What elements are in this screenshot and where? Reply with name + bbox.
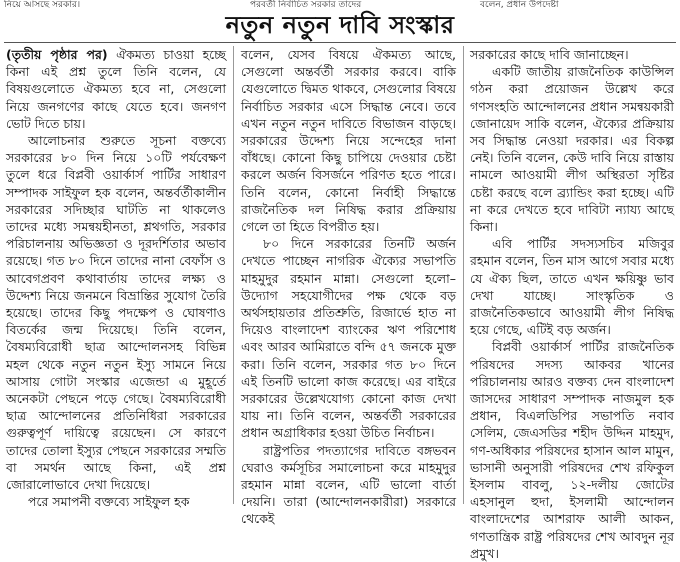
paragraph: বিপ্লবী ওয়ার্কার্স পার্টির রাজনৈতিক পরিষদের সদস্য আকবর খানের পরিচালনায় আরও বক্তব্য দেন বাংলাদেশ জাসদের সাধারণ সম্পাদক নাজমুল হক প্রধান, বিএলডিপির সভাপতি নবাব সেলিম, জেএসডির শহীদ উদ্দিন মাহমুদ, গণ-অধিকার পরিষদের হাসান আল মামুন, ভাসানী অনুসারী পরিষদের শেখ রফিকুল ইসলাম বাবলু, ১২-দলীয় জোটের এহসানুল হুদা, ইসলামী আন্দোলন বাংলাদেশের আশরাফ আলী আকন, গণতান্ত্রিক রাষ্ট্র পরিষদের শেখ আবদুন নূর প্রমুখ। xyxy=(470,339,674,561)
paragraph-text: ঐকমত্য চাওয়া হচ্ছে কিনা এই প্রশ্ন তুলে তিনি বলেন, যে বিষয়গুলোতে ঐকমত্য হবে না, সেগুলো নিয়ে জনগণের কাছে যেতে হবে। জনগণ ভোট দিতে চায়। xyxy=(6,47,226,131)
article-column-1 xyxy=(6,46,226,510)
article-column-3 xyxy=(470,46,674,561)
top-strip-right: বলেন, প্রধান উপদেষ্টা xyxy=(480,0,559,10)
paragraph xyxy=(6,46,226,132)
paragraph: একটি জাতীয় রাজনৈতিক কাউন্সিল গঠন করা প্রয়োজন উল্লেখ করে গণসংহতি আন্দোলনের প্রধান সমন্বয়কারী জোনায়েদ সাকি বলেন, ঐক্যের প্রক্রিয়ায় সব সিদ্ধান্ত নেওয়া দরকার। এর বিকল্প নেই। তিনি বলেন, কেউ দাবি নিয়ে রাস্তায় নামলে আওয়ামী লীগ অস্থিরতা সৃষ্টির চেষ্টা করছে বলে ব্র্যান্ডিং করা হচ্ছে। এটি না করে দেখতে হবে দাবিটা ন্যায্য আছে কিনা। xyxy=(470,64,674,235)
column-divider xyxy=(233,46,234,504)
paragraph: রাষ্ট্রপতির পদত্যাগের দাবিতে বঙ্গভবন ঘেরাও কর্মসূচির সমালোচনা করে মাহমুদুর রহমান মান্না বলেন, এটি ভালো বার্তা দেয়নি। তারা (আন্দোলনকারীরা) সরকারে থেকেই xyxy=(241,442,456,527)
paragraph: আলোচনার শুরুতে সূচনা বক্তব্যে সরকারের ৮০ দিন নিয়ে ১০টি পর্যবেক্ষণ তুলে ধরে বিপ্লবী ওয়ার্কার্স পার্টির সাধারণ সম্পাদক সাইফুল হক বলেন, অন্তর্বর্তীকালীন সরকারের সদিচ্ছার ঘাটতি না থাকলেও তাদের মধ্যে সমন্বয়হীনতা, শ্লথগতি, সরকার পরিচালনায় অভিজ্ঞতা ও দূরদর্শিতার অভাব রয়েছে। গত ৮০ দিনে তাদের নানা বেফাঁস ও আবেগপ্রবণ কথাবার্তায় তাদের লক্ষ্য ও উদ্দেশ্য নিয়ে জনমনে বিভ্রান্তির সুযোগ তৈরি হয়েছে। তাদের কিছু পদক্ষেপ ও ঘোষণাও বিতর্কের জন্ম দিয়েছে। তিনি বলেন, বৈষম্যবিরোধী ছাত্র আন্দোলনসহ বিভিন্ন মহল থেকে নতুন নতুন ইস্যু সামনে নিয়ে আসায় গোটা সংস্কার এজেন্ডা এ মুহূর্তে অনেকটা পেছনে পড়ে গেছে। বৈষম্যবিরোধী ছাত্র আন্দোলনের প্রতিনিধিরা সরকারের গুরুত্বপূর্ণ দায়িত্বে রয়েছেন। সে কারণে তাদের তোলা ইস্যুর পেছনে সরকারের সম্মতি বা সমর্থন আছে কিনা, এই প্রশ্ন জোরালোভাবে দেখা দিয়েছে। xyxy=(6,133,226,493)
continuation-tag: (তৃতীয় পৃষ্ঠার পর) xyxy=(6,47,108,62)
paragraph: এবি পার্টির সদস্যসচিব মজিবুর রহমান বলেন, তিন মাস আগে সবার মধ্যে যে ঐক্য ছিল, তাতে এখন ক্ষয়িষ্ণু ভাব দেখা যাচ্ছে। সাংস্কৃতিক ও রাজনৈতিকভাবে আওয়ামী লীগ নিষিদ্ধ হয়ে গেছে, এটিই বড় অর্জন। xyxy=(470,236,674,338)
top-strip-left: নিয়ে আসছে সরকার। xyxy=(4,0,81,10)
article-column-2 xyxy=(241,46,456,527)
top-strip-middle: পরবর্তী নির্বাচিত সরকার তাদের xyxy=(250,0,362,10)
headline-rule xyxy=(4,42,676,43)
paragraph: বলেন, যেসব বিষয়ে ঐকমত্য আছে, সেগুলো অন্তর্বর্তী সরকার করবে। বাকি যেগুলোতে দ্বিমত থাকবে, সেগুলোর বিষয়ে নির্বাচিত সরকার এসে সিদ্ধান্ত নেবে। তবে এখন নতুন নতুন দাবিতে বিভাজন বাড়ছে। সরকারের উদ্দেশ্য নিয়ে সন্দেহের দানা বাঁধছে। কোনো কিছু চাপিয়ে দেওয়ার চেষ্টা করলে অর্জন বিসর্জনে পরিণত হতে পারে। তিনি বলেন, কোনো নির্বাহী সিদ্ধান্তে রাজনৈতিক দল নিষিদ্ধ করার প্রক্রিয়ায় গেলে তা হিতে বিপরীত হয়। xyxy=(241,47,456,235)
paragraph: সরকারের কাছে দাবি জানাচ্ছেন। xyxy=(470,47,629,62)
article-headline: নতুন নতুন দাবি সংস্কার xyxy=(225,11,455,39)
column-divider xyxy=(463,46,464,504)
paragraph: ৮০ দিনে সরকারের তিনটি অর্জন দেখতে পাচ্ছেন নাগরিক ঐক্যের সভাপতি মাহমুদুর রহমান মান্না। সেগুলো হলো– উদ্যোগ সহযোগীদের পক্ষ থেকে বড় অর্থসহায়তার প্রতিশ্রুতি, রিজার্ভে হাত না দিয়েও বাংলাদেশ ব্যাংকের ঋণ পরিশোধ এবং আরব আমিরাতে বন্দি ৫৭ জনকে মুক্ত করা। তিনি বলেন, সরকার গত ৮০ দিনে এই তিনটি ভালো কাজ করেছে। এর বাইরে সরকারের উল্লেখযোগ্য কোনো কাজ দেখা যায় না। তিনি বলেন, অন্তর্বর্তী সরকারের প্রধান অগ্রাধিকার হওয়া উচিত নির্বাচন। xyxy=(241,236,456,441)
paragraph: পরে সমাপনী বক্তব্যে সাইফুল হক xyxy=(28,494,190,510)
